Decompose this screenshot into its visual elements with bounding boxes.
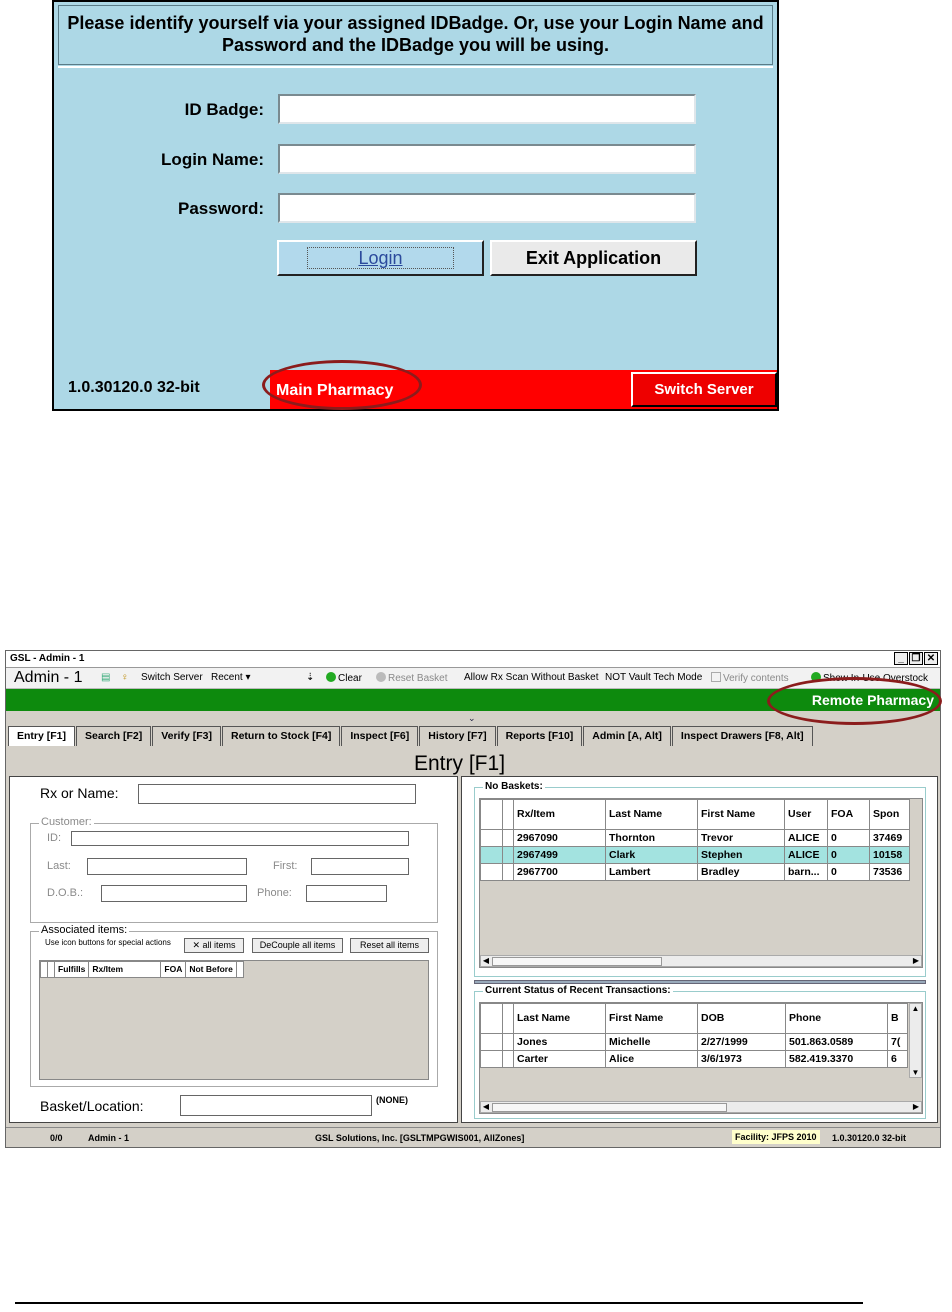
grid-header[interactable]: Not Before xyxy=(186,962,236,978)
cell: 7( xyxy=(888,1034,908,1051)
grid-header[interactable]: Fulfills xyxy=(55,962,89,978)
scroll-left-icon[interactable]: ◀ xyxy=(482,1102,490,1111)
row-handle xyxy=(503,1051,514,1068)
cell: Lambert xyxy=(606,864,698,881)
tab-return-to-stock[interactable]: Return to Stock [F4] xyxy=(222,726,340,746)
scroll-left-icon[interactable]: ◀ xyxy=(482,956,490,965)
associated-items-hint: Use icon buttons for special actions xyxy=(45,938,171,947)
status-company: GSL Solutions, Inc. [GSLTMPGWIS001, AllZones] xyxy=(315,1133,525,1143)
cell: ALICE xyxy=(785,830,828,847)
login-name-input[interactable] xyxy=(278,144,696,174)
page-title: Entry [F1] xyxy=(414,752,506,775)
customer-first-label: First: xyxy=(273,860,298,872)
exit-application-button[interactable]: Exit Application xyxy=(490,240,697,276)
cell: barn... xyxy=(785,864,828,881)
cell: 582.419.3370 xyxy=(786,1051,888,1068)
row-handle-header xyxy=(503,1004,514,1034)
document-icon[interactable]: ▤ xyxy=(101,672,111,683)
customer-dob-label: D.O.B.: xyxy=(47,887,84,899)
customer-phone-input[interactable] xyxy=(306,885,387,902)
customer-id-label: ID: xyxy=(47,832,62,844)
customer-dob-input[interactable] xyxy=(101,885,247,902)
all-items-label: all items xyxy=(202,940,236,950)
login-button-label: Login xyxy=(358,248,403,268)
reset-basket-icon xyxy=(376,672,386,682)
cell: 2967499 xyxy=(514,847,606,864)
decouple-all-button[interactable]: DeCouple all items xyxy=(252,938,343,953)
grid-header[interactable]: Last Name xyxy=(606,800,698,830)
version-label: 1.0.30120.0 32-bit xyxy=(68,379,200,396)
x-icon: ✕ xyxy=(192,940,203,950)
entry-panel xyxy=(9,776,458,1123)
grid-header[interactable]: DOB xyxy=(698,1004,786,1034)
window-title: GSL - Admin - 1 xyxy=(10,653,85,664)
table-row[interactable] xyxy=(481,1034,908,1051)
table-row[interactable] xyxy=(481,847,910,864)
customer-last-label: Last: xyxy=(47,860,71,872)
rx-or-name-label: Rx or Name: xyxy=(40,785,119,801)
tab-strip xyxy=(8,726,814,746)
cell: 2/27/1999 xyxy=(698,1034,786,1051)
recent-label: Recent xyxy=(211,672,243,683)
table-row[interactable] xyxy=(481,830,910,847)
row-handle-header xyxy=(48,962,55,978)
cell: 0 xyxy=(828,830,870,847)
grid-header[interactable]: Rx/Item xyxy=(514,800,606,830)
horizontal-scrollbar[interactable] xyxy=(480,1101,922,1113)
password-input[interactable] xyxy=(278,193,696,223)
verify-contents-label: Verify contents xyxy=(723,673,789,684)
cell: Jones xyxy=(514,1034,606,1051)
horizontal-scrollbar[interactable] xyxy=(480,955,922,967)
all-items-button[interactable] xyxy=(184,938,244,953)
remote-pharmacy-label: Remote Pharmacy xyxy=(811,692,934,708)
row-handle-header xyxy=(481,800,503,830)
associated-items-group xyxy=(30,924,438,1087)
scroll-thumb[interactable] xyxy=(492,957,662,966)
key-icon[interactable]: ♀ xyxy=(121,672,129,683)
tab-history[interactable]: History [F7] xyxy=(419,726,495,746)
id-badge-label: ID Badge: xyxy=(184,100,264,119)
customer-id-input[interactable] xyxy=(71,831,409,846)
customer-phone-label: Phone: xyxy=(257,887,292,899)
instructions-line-1: Please identify yourself via your assigned IDBadge. Or, use your Login Name and xyxy=(67,13,764,33)
status-user: Admin - 1 xyxy=(88,1133,130,1143)
status-count: 0/0 xyxy=(50,1133,63,1143)
clear-button[interactable] xyxy=(326,672,362,684)
show-in-use-label: Show In-Use Overstock xyxy=(823,673,929,684)
vault-mode-toggle[interactable]: NOT Vault Tech Mode xyxy=(605,672,703,683)
row-handle-header xyxy=(503,800,514,830)
row-handle xyxy=(503,830,514,847)
no-baskets-group xyxy=(474,781,926,977)
collapse-chevron-icon[interactable]: ⌄ xyxy=(468,713,476,723)
cell: 501.863.0589 xyxy=(786,1034,888,1051)
tab-inspect-drawers[interactable]: Inspect Drawers [F8, Alt] xyxy=(672,726,813,746)
no-baskets-grid xyxy=(479,798,923,968)
cell: 37469 xyxy=(870,830,910,847)
restore-icon[interactable]: ❐ xyxy=(909,652,923,665)
tab-admin[interactable]: Admin [A, Alt] xyxy=(583,726,671,746)
status-facility: Facility: JFPS 2010 xyxy=(732,1130,820,1144)
toolbar-user: Admin - 1 xyxy=(14,669,83,686)
cell: Bradley xyxy=(698,864,785,881)
cell: Thornton xyxy=(606,830,698,847)
row-handle xyxy=(503,847,514,864)
row-handle xyxy=(481,1051,503,1068)
cell: ALICE xyxy=(785,847,828,864)
cell: Stephen xyxy=(698,847,785,864)
cell: Carter xyxy=(514,1051,606,1068)
splitter-handle[interactable] xyxy=(474,980,926,984)
cell: 6 xyxy=(888,1051,908,1068)
cell: Michelle xyxy=(606,1034,698,1051)
row-handle xyxy=(503,1034,514,1051)
checkbox-icon xyxy=(711,672,721,682)
recent-dropdown[interactable] xyxy=(211,672,251,683)
cell: 2967090 xyxy=(514,830,606,847)
minimize-icon[interactable]: _ xyxy=(894,652,908,665)
grid-header[interactable]: Spon xyxy=(870,800,910,830)
grid-header[interactable]: Last Name xyxy=(514,1004,606,1034)
chevron-down-icon: ▾ xyxy=(245,672,251,683)
grid-header[interactable]: Phone xyxy=(786,1004,888,1034)
row-handle xyxy=(503,864,514,881)
row-handle xyxy=(481,1034,503,1051)
associated-items-label: Associated items: xyxy=(41,924,128,936)
basket-location-label: Basket/Location: xyxy=(40,1098,144,1114)
cell: 2967700 xyxy=(514,864,606,881)
customer-last-input[interactable] xyxy=(87,858,247,875)
status-bar xyxy=(6,1127,940,1147)
basket-none-label: (NONE) xyxy=(376,1095,408,1105)
basket-location-input[interactable] xyxy=(180,1095,372,1116)
tab-entry[interactable]: Entry [F1] xyxy=(8,726,75,746)
switch-server-button[interactable]: Switch Server xyxy=(141,672,203,683)
cell: Clark xyxy=(606,847,698,864)
grid-header[interactable]: FOA xyxy=(161,962,186,978)
verify-contents-checkbox[interactable] xyxy=(711,672,789,684)
scroll-down-icon[interactable]: ▼ xyxy=(911,1068,920,1077)
cell: 73536 xyxy=(870,864,910,881)
recent-transactions-group xyxy=(474,985,926,1119)
grid-header[interactable]: Rx/Item xyxy=(89,962,161,978)
grid-header[interactable]: First Name xyxy=(606,1004,698,1034)
grid-header[interactable]: FOA xyxy=(828,800,870,830)
cell: 3/6/1973 xyxy=(698,1051,786,1068)
baskets-panel xyxy=(461,776,938,1123)
recent-transactions-grid xyxy=(479,1002,923,1114)
page-divider xyxy=(15,1302,863,1304)
cell: 10158 xyxy=(870,847,910,864)
customer-group xyxy=(30,816,438,923)
table-row[interactable] xyxy=(481,1051,908,1068)
login-button[interactable] xyxy=(277,240,484,276)
overflow-icon[interactable]: ⇣ xyxy=(306,672,315,683)
grid-header[interactable]: B xyxy=(888,1004,908,1034)
cell: 0 xyxy=(828,864,870,881)
grid-header[interactable]: First Name xyxy=(698,800,785,830)
scroll-thumb[interactable] xyxy=(492,1103,727,1112)
cell: Alice xyxy=(606,1051,698,1068)
tab-verify[interactable]: Verify [F3] xyxy=(152,726,221,746)
login-dialog xyxy=(52,0,779,411)
login-instructions xyxy=(58,5,773,65)
no-baskets-label: No Baskets: xyxy=(485,781,543,792)
vertical-scrollbar[interactable] xyxy=(909,1003,922,1078)
row-handle-header xyxy=(481,1004,503,1034)
row-handle xyxy=(481,847,503,864)
row-handle xyxy=(481,830,503,847)
pharmacy-label: Main Pharmacy xyxy=(276,382,394,399)
password-label: Password: xyxy=(178,199,264,218)
instructions-line-2: Password and the IDBadge you will be using. xyxy=(221,35,610,55)
rx-or-name-input[interactable] xyxy=(138,784,416,804)
grid-header[interactable]: User xyxy=(785,800,828,830)
scroll-up-icon[interactable]: ▲ xyxy=(911,1004,920,1013)
clear-icon xyxy=(326,672,336,682)
reset-all-button[interactable]: Reset all items xyxy=(350,938,429,953)
table-row[interactable] xyxy=(481,864,910,881)
reset-basket-button[interactable] xyxy=(376,672,447,684)
scroll-right-icon[interactable]: ▶ xyxy=(912,1102,920,1111)
allow-rx-scan-toggle[interactable]: Allow Rx Scan Without Basket xyxy=(464,672,599,683)
recent-transactions-label: Current Status of Recent Transactions: xyxy=(485,985,671,996)
id-badge-input[interactable] xyxy=(278,94,696,124)
status-version: 1.0.30120.0 32-bit xyxy=(832,1133,907,1143)
login-name-label: Login Name: xyxy=(161,150,264,169)
highlight-oval-main-pharmacy xyxy=(262,360,422,410)
tab-inspect[interactable]: Inspect [F6] xyxy=(341,726,418,746)
reset-basket-label: Reset Basket xyxy=(388,673,448,684)
associated-items-grid xyxy=(39,960,429,1080)
header-divider xyxy=(58,66,773,68)
customer-first-input[interactable] xyxy=(311,858,409,875)
title-bar xyxy=(6,651,940,668)
clear-label: Clear xyxy=(338,673,362,684)
close-icon[interactable]: ✕ xyxy=(924,652,938,665)
cell: 0 xyxy=(828,847,870,864)
row-handle xyxy=(481,864,503,881)
cell: Trevor xyxy=(698,830,785,847)
scroll-right-icon[interactable]: ▶ xyxy=(912,956,920,965)
highlight-oval-remote-pharmacy xyxy=(767,677,942,725)
switch-server-button[interactable]: Switch Server xyxy=(631,372,777,407)
customer-label: Customer: xyxy=(41,816,92,828)
row-handle-header xyxy=(41,962,48,978)
tab-search[interactable]: Search [F2] xyxy=(76,726,151,746)
row-handle-header xyxy=(236,962,243,978)
tab-reports[interactable]: Reports [F10] xyxy=(497,726,583,746)
app-window xyxy=(5,650,941,1148)
